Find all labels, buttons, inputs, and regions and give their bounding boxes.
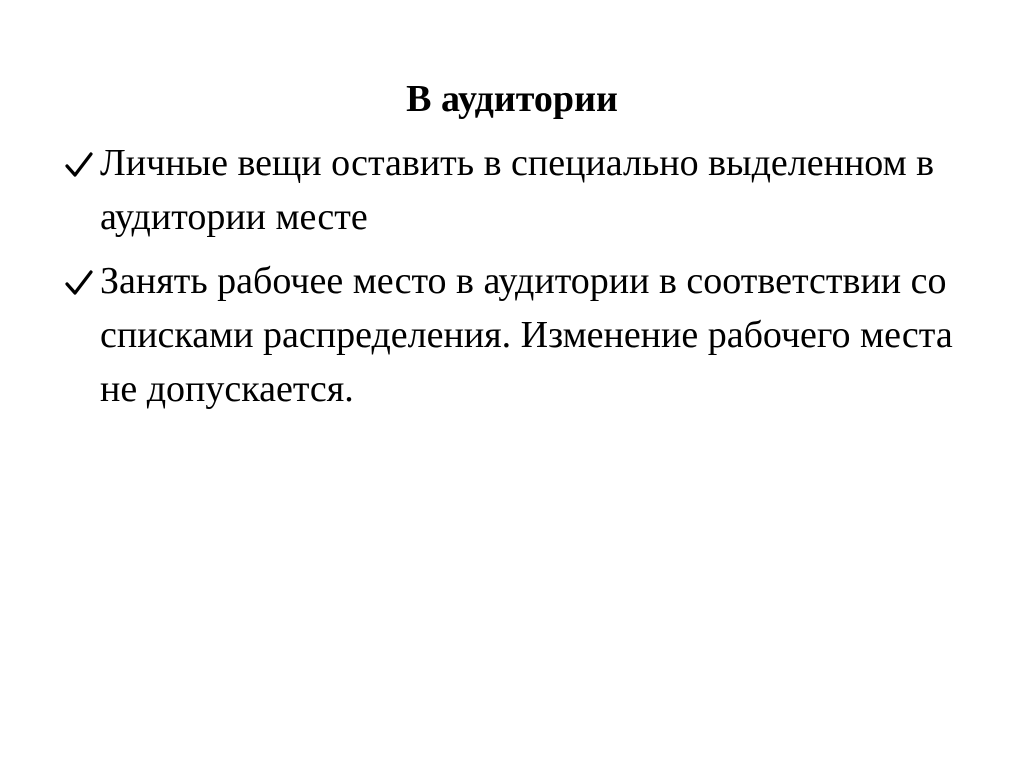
bullet-item	[62, 254, 982, 416]
check-icon	[64, 150, 94, 180]
bullet-item	[62, 136, 982, 244]
bullet-text: Личные вещи оставить в специально выделенном в аудитории месте	[100, 142, 935, 238]
bullet-text: Занять рабочее место в аудитории в соответствии со списками распределения. Изменение рабочего места не допускается.	[100, 260, 953, 410]
bullet-list	[62, 136, 982, 426]
check-icon	[64, 268, 94, 298]
slide-title: В аудитории	[406, 78, 618, 120]
